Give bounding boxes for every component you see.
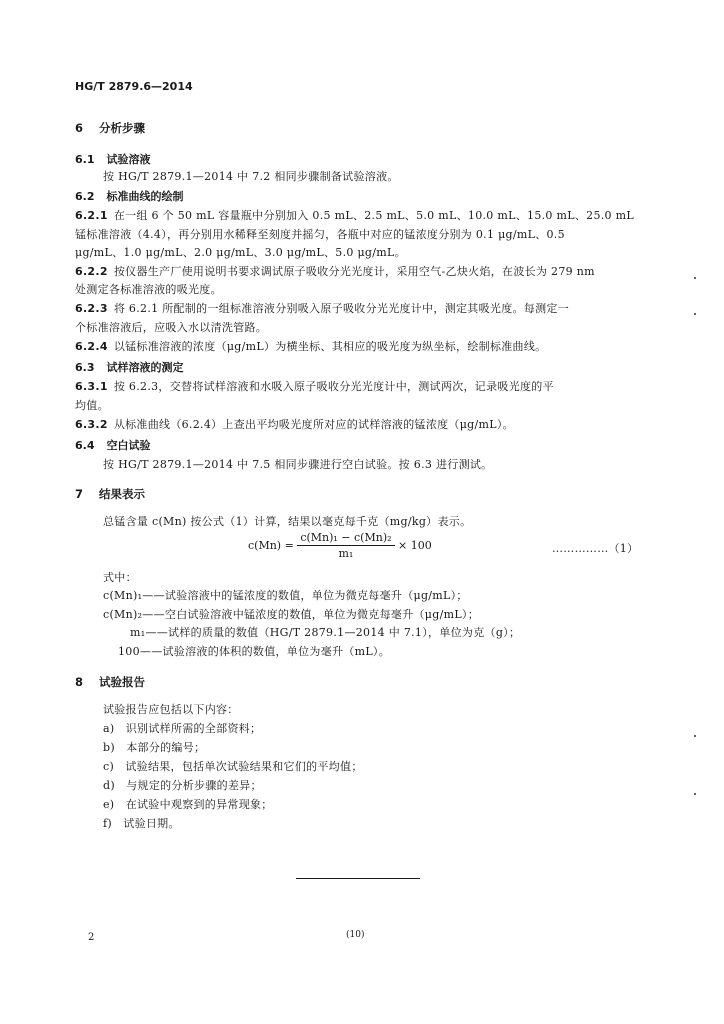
clause-number: 6.2.2 [75,265,108,278]
clause-text: 将 6.2.1 所配制的一组标准溶液分别吸入原子吸收分光光度计中，测定其吸光度。每测定一 [113,302,570,315]
section-title: 结果表示 [99,487,146,501]
clause-text: 在一组 6 个 50 mL 容量瓶中分别加入 0.5 mL、2.5 mL、5.0 mL、10.0 mL、15.0 mL、25.0 mL [113,209,634,222]
section-6-3-heading [75,359,184,375]
list-item: c) 试验结果，包括单次试验结果和它们的平均值； [103,760,363,773]
clause-6-2-4-line1 [75,338,546,354]
section-6-1-heading [75,151,151,167]
section-number: 6.4 [75,439,95,452]
clause-number: 6.2.1 [75,209,108,222]
list-item: b) 本部分的编号； [103,741,206,754]
clause-6-2-3-line2: 个标准溶液后，应吸入水以清洗管路。 [75,321,268,334]
section-title: 试样溶液的测定 [106,361,184,374]
clause-6-3-1-line1 [75,378,554,394]
definition-3: m₁——试样的质量的数值（HG/T 2879.1—2014 中 7.1），单位为克（g）； [130,626,521,639]
scan-speck [694,735,696,737]
page-center-mark: (10) [346,930,365,940]
section-8-heading [75,674,145,690]
clause-number: 6.3.2 [75,418,108,431]
section-6-4-text: 按 HG/T 2879.1—2014 中 7.5 相同步骤进行空白试验。按 6.3 进行测试。 [103,458,493,471]
section-title: 标准曲线的绘制 [106,190,184,203]
section-7-heading [75,486,145,502]
section-number: 8 [75,675,84,689]
list-item: f) 试验日期。 [103,817,180,830]
scan-speck [694,313,696,315]
list-item: a) 识别试样所需的全部资料； [103,722,262,735]
formula-tail: × 100 [398,539,432,552]
definition-4: 100——试验溶液的体积的数值，单位为毫升（mL）。 [118,645,391,658]
clause-number: 6.2.3 [75,302,108,315]
clause-text: 按 6.2.3，交替将试样溶液和水吸入原子吸收分光光度计中，测试两次，记录吸光度的平 [113,380,554,393]
formula-1 [248,531,432,560]
clause-number: 6.2.4 [75,340,108,353]
section-number: 7 [75,487,84,501]
section-6-2-heading [75,188,184,204]
end-rule [296,878,420,879]
clause-text: 从标准曲线（6.2.4）上查出平均吸光度所对应的试样溶液的锰浓度（μg/mL）。 [113,418,514,431]
section-7-intro: 总锰含量 c(Mn) 按公式（1）计算，结果以毫克每千克（mg/kg）表示。 [103,515,472,528]
list-item: d) 与规定的分析步骤的差异； [103,779,262,792]
formula-lhs: c(Mn) = [248,539,294,552]
clause-6-2-1-line2: 锰标准溶液（4.4），再分别用水稀释至刻度并摇匀，各瓶中对应的锰浓度分别为 0.1 μg/mL、0.5 [75,228,565,241]
section-number: 6.1 [75,153,95,166]
formula-denominator: m₁ [338,547,354,560]
where-label: 式中： [103,571,137,584]
section-title: 试验溶液 [106,153,151,166]
section-number: 6 [75,121,84,135]
clause-text: 按仪器生产厂使用说明书要求调试原子吸收分光光度计，采用空气-乙炔火焰，在波长为 279 nm [113,265,595,278]
section-number: 6.3 [75,361,95,374]
definition-2: c(Mn)₂——空白试验溶液中锰浓度的数值，单位为微克每毫升（μg/mL）； [103,608,480,621]
page-number: 2 [88,932,95,943]
list-item: e) 在试验中观察到的异常现象； [103,798,273,811]
section-6-1-text: 按 HG/T 2879.1—2014 中 7.2 相同步骤制备试验溶液。 [103,170,399,183]
clause-6-3-1-line2: 均值。 [75,399,109,412]
section-6-4-heading [75,437,151,453]
scan-speck [694,793,696,795]
section-title: 空白试验 [106,439,151,452]
formula-fraction [297,531,394,560]
clause-6-2-1-line3: μg/mL、1.0 μg/mL、2.0 μg/mL、3.0 μg/mL、5.0 μg/mL。 [75,246,406,259]
section-title: 试验报告 [99,675,146,689]
clause-6-3-2-line1 [75,416,514,432]
clause-6-2-2-line2: 处测定各标准溶液的吸光度。 [75,283,222,296]
document-header: HG/T 2879.6—2014 [75,80,193,93]
section-6-heading [75,120,145,136]
clause-number: 6.3.1 [75,380,108,393]
clause-text: 以锰标准溶液的浓度（μg/mL）为横坐标、其相应的吸光度为纵坐标，绘制标准曲线。 [113,340,547,353]
formula-numerator: c(Mn)₁ − c(Mn)₂ [297,531,394,546]
definition-1: c(Mn)₁——试验溶液中的锰浓度的数值，单位为微克每毫升（μg/mL）； [103,589,468,602]
section-title: 分析步骤 [99,121,146,135]
section-number: 6.2 [75,190,95,203]
scan-speck [694,277,696,279]
formula-tag: ……………（1） [552,542,639,555]
clause-6-2-3-line1 [75,300,569,316]
section-8-intro: 试验报告应包括以下内容： [103,703,239,716]
clause-6-2-1-line1 [75,207,634,223]
clause-6-2-2-line1 [75,263,595,279]
